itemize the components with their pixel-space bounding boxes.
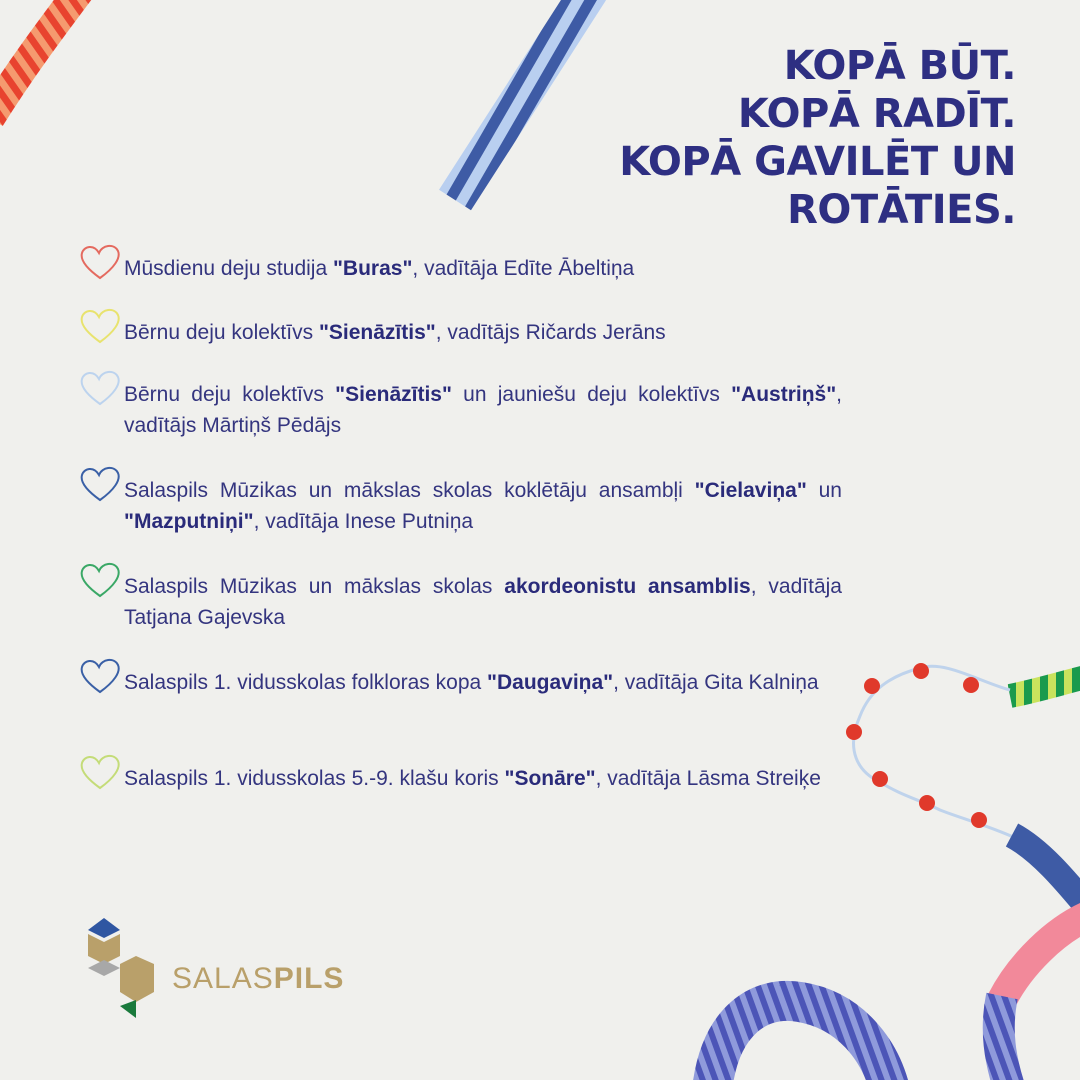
item-text: un jauniešu deju kolektīvs xyxy=(451,383,732,406)
item-text: Salaspils Mūzikas un mākslas skolas xyxy=(124,575,505,598)
red-dot xyxy=(971,812,987,828)
headline-line-3: KOPĀ GAVILĒT UN xyxy=(619,139,1016,185)
list-item xyxy=(78,306,842,368)
item-text: , vadītāja Lāsma Streiķe xyxy=(595,767,821,790)
purple-striped-ribbon xyxy=(999,996,1010,1080)
red-dot xyxy=(963,677,979,693)
item-highlight: "Mazputniņi" xyxy=(124,510,254,533)
list-item xyxy=(78,656,842,752)
item-text: , vadītāja Inese Putniņa xyxy=(253,510,474,533)
red-striped-ribbon xyxy=(0,0,80,118)
item-text: , vadītājs Mārtiņš Pēdājs xyxy=(124,383,843,437)
item-highlight: "Sonāre" xyxy=(504,767,596,790)
item-highlight: "Buras" xyxy=(332,257,413,280)
list-item xyxy=(78,368,842,464)
headline-line-4: ROTĀTIES. xyxy=(787,187,1016,233)
red-dot xyxy=(872,771,888,787)
item-highlight: "Austriņš" xyxy=(731,383,837,406)
salaspils-logo-text xyxy=(172,962,344,996)
green-striped-ribbon xyxy=(1010,676,1080,696)
heart-outline xyxy=(82,756,119,788)
item-text: , vadītāja Gita Kalniņa xyxy=(613,671,819,694)
item-highlight: "Sienāzītis" xyxy=(318,321,436,344)
heart-icon xyxy=(78,306,122,346)
item-text: Bērnu deju kolektīvs xyxy=(124,383,336,406)
heart-outline xyxy=(82,310,119,342)
heart-outline xyxy=(82,246,119,278)
list-item xyxy=(78,752,842,848)
heart-icon xyxy=(78,242,122,282)
heart-icon xyxy=(78,656,122,696)
item-highlight: "Daugaviņa" xyxy=(487,671,614,694)
headline xyxy=(619,42,1016,234)
heart-outline xyxy=(82,372,119,404)
item-text: Salaspils Mūzikas un mākslas skolas koklētāju ansambļi xyxy=(124,479,695,502)
heart-icon xyxy=(78,464,122,504)
item-text: un xyxy=(806,479,842,502)
blue-striped-ribbon xyxy=(455,0,590,200)
red-dot xyxy=(864,678,880,694)
heart-outline xyxy=(82,564,119,596)
heart-outline xyxy=(82,660,119,692)
ensemble-list xyxy=(78,242,842,848)
list-item xyxy=(78,560,842,656)
headline-line-1: KOPĀ BŪT. xyxy=(783,43,1016,89)
item-text: Salaspils 1. vidusskolas folkloras kopa xyxy=(124,671,488,694)
purple-striped-arch xyxy=(712,1001,890,1080)
red-dot xyxy=(846,724,862,740)
heart-icon xyxy=(78,368,122,408)
dotted-path-line xyxy=(854,666,1020,840)
logo-text-part-1: SALAS xyxy=(172,962,274,995)
headline-line-2: KOPĀ RADĪT. xyxy=(737,91,1016,137)
logo-text-part-2: PILS xyxy=(273,962,345,995)
item-text: , vadītāja Edīte Ābeltiņa xyxy=(412,257,635,280)
item-text: Bērnu deju kolektīvs xyxy=(124,321,319,344)
heart-outline xyxy=(82,468,119,500)
item-highlight: akordeonistu ansamblis xyxy=(504,575,751,598)
item-text: Mūsdienu deju studija xyxy=(124,257,333,280)
dark-blue-ribbon xyxy=(1012,835,1080,910)
heart-icon xyxy=(78,752,122,792)
red-dot xyxy=(919,795,935,811)
heart-icon xyxy=(78,560,122,600)
list-item xyxy=(78,242,842,306)
pink-ribbon xyxy=(1002,915,1080,1000)
item-text: , vadītājs Ričards Jerāns xyxy=(435,321,666,344)
salaspils-logo-mark xyxy=(84,916,160,1022)
item-text: Salaspils 1. vidusskolas 5.-9. klašu koris xyxy=(124,767,505,790)
red-dot xyxy=(913,663,929,679)
item-highlight: "Cielaviņa" xyxy=(694,479,807,502)
item-text: , vadītāja Tatjana Gajevska xyxy=(124,575,842,629)
item-highlight: "Sienāzītis" xyxy=(335,383,452,406)
list-item xyxy=(78,464,842,560)
